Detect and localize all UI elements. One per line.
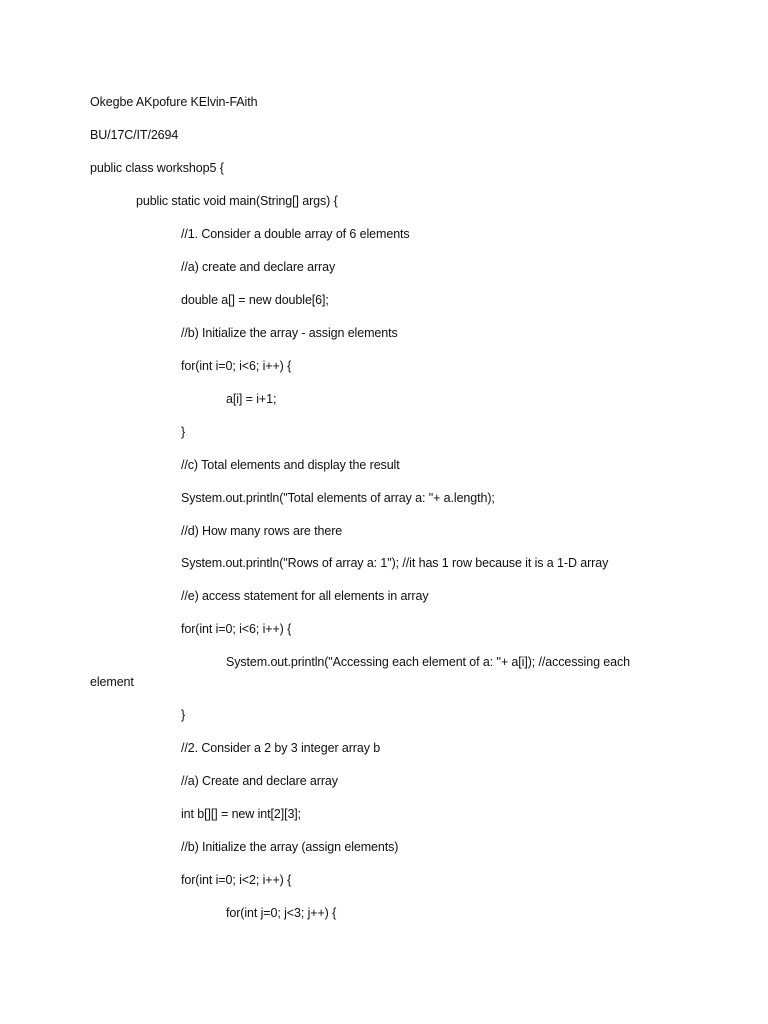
code-comment: //e) access statement for all elements in array xyxy=(181,589,429,603)
code-line: a[i] = i+1; xyxy=(226,392,277,406)
code-line: for(int i=0; i<6; i++) { xyxy=(181,359,292,373)
code-line: double a[] = new double[6]; xyxy=(181,293,329,307)
code-line: int b[][] = new int[2][3]; xyxy=(181,807,302,821)
code-line: System.out.println("Rows of array a: 1"); //it has 1 row because it is a 1-D array xyxy=(181,556,609,570)
student-id: BU/17C/IT/2694 xyxy=(90,128,179,142)
code-line: for(int i=0; i<6; i++) { xyxy=(181,622,292,636)
code-line: System.out.println("Accessing each element of a: "+ a[i]); //accessing each xyxy=(226,655,631,669)
author-name: Okegbe AKpofure KElvin-FAith xyxy=(90,95,258,109)
code-line: for(int i=0; i<2; i++) { xyxy=(181,873,292,887)
code-comment: //a) Create and declare array xyxy=(181,774,338,788)
code-comment: //2. Consider a 2 by 3 integer array b xyxy=(181,741,381,755)
code-line: } xyxy=(181,425,186,439)
code-comment: //c) Total elements and display the result xyxy=(181,458,400,472)
code-line-wrap: element xyxy=(90,675,134,689)
code-comment: //a) create and declare array xyxy=(181,260,336,274)
code-line: for(int j=0; j<3; j++) { xyxy=(226,906,337,920)
code-line: } xyxy=(181,708,186,722)
code-comment: //b) Initialize the array (assign elements) xyxy=(181,840,399,854)
code-line: public static void main(String[] args) { xyxy=(136,194,338,208)
code-comment: //1. Consider a double array of 6 elements xyxy=(181,227,410,241)
code-line: public class workshop5 { xyxy=(90,161,224,175)
code-comment: //b) Initialize the array - assign elements xyxy=(181,326,398,340)
code-line: System.out.println("Total elements of array a: "+ a.length); xyxy=(181,491,495,505)
code-comment: //d) How many rows are there xyxy=(181,524,343,538)
